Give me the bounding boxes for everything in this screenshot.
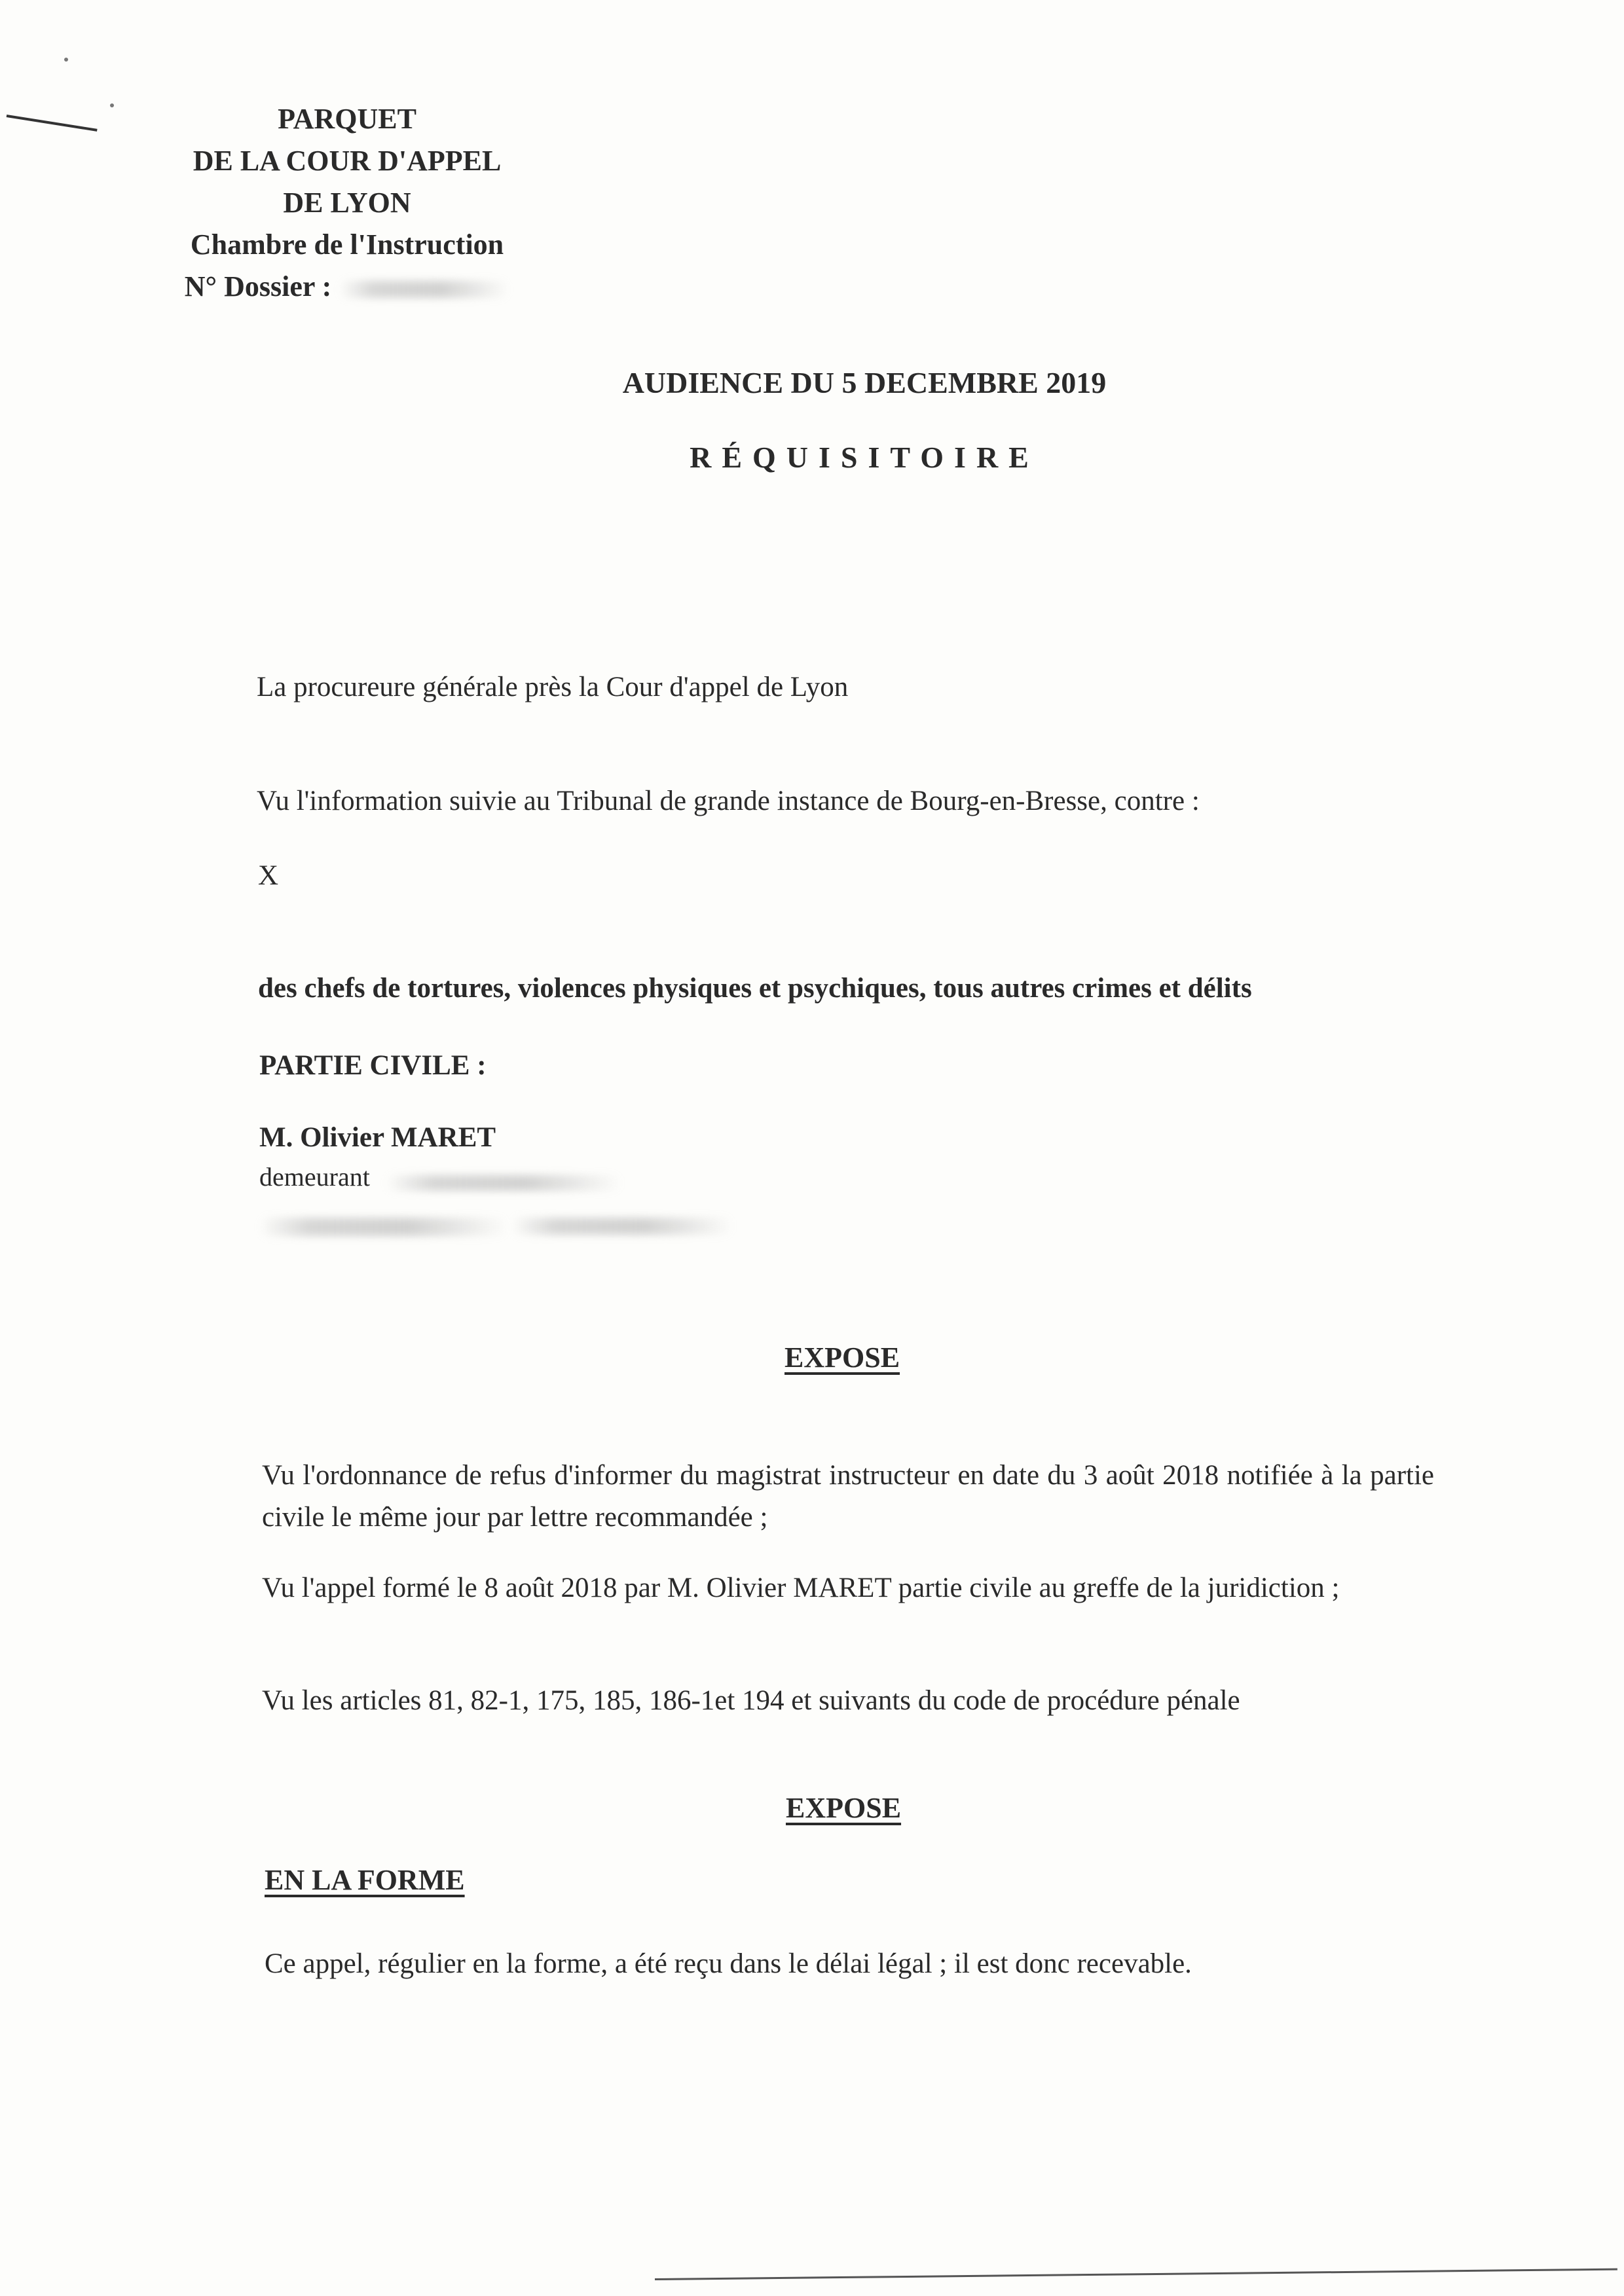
charges-line: des chefs de tortures, violences physiques et psychiques, tous autres crimes et délits: [258, 973, 1252, 1004]
dossier-line: [118, 266, 576, 308]
partie-civile-name: M. Olivier MARET: [259, 1122, 496, 1153]
defendant: X: [258, 860, 279, 891]
redaction-blur: [511, 1218, 733, 1235]
dossier-label: N° Dossier :: [184, 270, 332, 302]
audience-date: AUDIENCE DU 5 DECEMBRE 2019: [622, 366, 1107, 399]
redaction-blur: [386, 1175, 621, 1191]
scan-mark-dot: [110, 103, 114, 107]
scan-mark-bottom-line: [655, 2269, 1617, 2280]
redaction-blur: [339, 281, 509, 298]
address-label: demeurant: [259, 1162, 370, 1192]
expose-heading-2: EXPOSE: [786, 1792, 902, 1824]
partie-civile-address: [259, 1156, 783, 1236]
expose-paragraph-ordonnance: Vu l'ordonnance de refus d'informer du magistrat instructeur en date du 3 août 2018 notifiée à la partie civile le même jour par lettre recommandée ;: [262, 1460, 1434, 1533]
document-title: RÉQUISITOIRE: [690, 441, 1039, 474]
header-line-cour: DE LA COUR D'APPEL: [193, 145, 502, 177]
recevabilite-paragraph: Ce appel, régulier en la forme, a été reçu dans le délai légal ; il est donc recevable.: [265, 1948, 1192, 1979]
expose-paragraph-appel: Vu l'appel formé le 8 août 2018 par M. Olivier MARET partie civile au greffe de la juridiction ;: [262, 1573, 1340, 1603]
header-line-parquet: PARQUET: [278, 103, 416, 135]
scan-mark-line: [7, 115, 98, 132]
redaction-blur: [259, 1218, 508, 1236]
header-block: [118, 98, 576, 308]
scan-mark-dot: [64, 58, 68, 62]
en-la-forme-heading: EN LA FORME: [265, 1864, 465, 1896]
expose-paragraph-articles: Vu les articles 81, 82-1, 175, 185, 186-1et 194 et suivants du code de procédure pénale: [262, 1685, 1240, 1716]
vu-information-line: Vu l'information suivie au Tribunal de grande instance de Bourg-en-Bresse, contre :: [257, 786, 1200, 816]
header-line-lyon: DE LYON: [283, 187, 411, 219]
partie-civile-heading: PARTIE CIVILE :: [259, 1050, 487, 1081]
intro-line: La procureure générale près la Cour d'appel de Lyon: [257, 672, 849, 702]
header-line-chambre: Chambre de l'Instruction: [190, 228, 504, 261]
expose-heading-1: EXPOSE: [784, 1341, 900, 1374]
